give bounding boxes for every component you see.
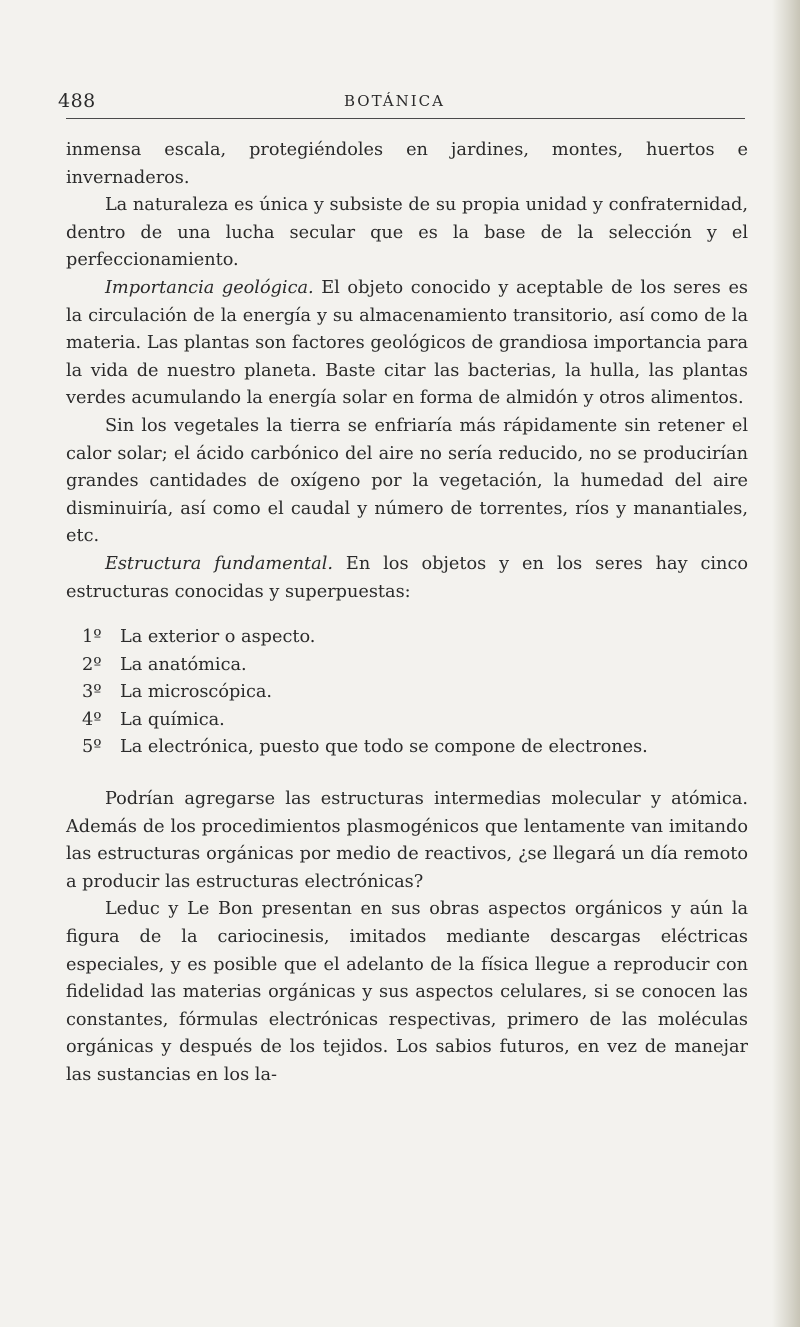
list-item-number: 1º bbox=[82, 627, 102, 648]
paragraph-3-text: El objeto conocido y aceptable de los seres es la circulación de la energía y su almacenamiento transitorio, así como de la materia. Las plantas son factores geológicos de grandiosa importancia para la vida de nuestro planeta. Baste citar las bacterias, la hulla, las plantas verdes acumulando la energía solar en forma de almidón y otros alimentos. bbox=[66, 277, 748, 409]
paragraph-6: Podrían agregarse las estructuras intermedias molecular y atómica. Además de los procedimientos plasmogénicos que lentamente van imitando las estructuras orgánicas por medio de reactivos, ¿se llegará un día remoto a producir las estructuras electrónicas? bbox=[66, 789, 748, 892]
paragraph-2: La naturaleza es única y subsiste de su propia unidad y confraternidad, dentro de una lucha secular que es la base de la selección y el perfeccionamiento. bbox=[66, 195, 748, 271]
paragraph-5 bbox=[66, 551, 748, 606]
list-item bbox=[82, 679, 748, 707]
paragraph-7: Leduc y Le Bon presentan en sus obras aspectos orgánicos y aún la figura de la cariocinesis, imitados mediante descargas eléctricas especiales, y es posible que el adelanto de la física llegue a reproducir con fidelidad las materias orgánicas y sus aspectos celulares, si se conocen las constantes, fórmulas electrónicas respectivas, primero de las moléculas orgánicas y después de los tejidos. Los sabios futuros, en vez de manejar las sustancias en los la- bbox=[66, 899, 748, 1085]
body-text bbox=[66, 137, 748, 1090]
list-item-text: La electrónica, puesto que todo se compone de electrones. bbox=[120, 737, 648, 758]
paragraph-5-heading: Estructura fundamental. bbox=[104, 553, 333, 574]
list-item-number: 2º bbox=[82, 654, 102, 675]
list-item bbox=[82, 652, 748, 680]
list-item-text: La microscópica. bbox=[120, 682, 273, 703]
paragraph-3-heading: Importancia geológica. bbox=[104, 277, 314, 298]
paragraph-1: inmensa escala, protegiéndoles en jardines, montes, huertos e invernaderos. bbox=[66, 140, 748, 188]
list-item-number: 4º bbox=[82, 709, 102, 730]
list-item-text: La exterior o aspecto. bbox=[120, 627, 316, 648]
list-item-text: La anatómica. bbox=[120, 654, 247, 675]
page-number: 488 bbox=[58, 90, 96, 112]
header-rule bbox=[66, 118, 745, 119]
list-item bbox=[82, 734, 748, 762]
book-page bbox=[58, 82, 748, 1085]
running-head: BOTÁNICA bbox=[344, 92, 445, 110]
list-item bbox=[82, 624, 748, 652]
paragraph-4: Sin los vegetales la tierra se enfriaría más rápidamente sin retener el calor solar; el ácido carbónico del aire no sería reducido, no se producirían grandes cantidades de oxígeno por la vegetación, la humedad del aire disminuiría, así como el caudal y número de torrentes, ríos y manantiales, etc. bbox=[66, 415, 748, 547]
paragraph-3 bbox=[66, 275, 748, 413]
list-item bbox=[82, 707, 748, 735]
list-item-number: 3º bbox=[82, 682, 102, 703]
paragraph-5-text: En los objetos y en los seres hay cinco estructuras conocidas y superpuestas: bbox=[66, 553, 748, 602]
page-edge-shadow bbox=[772, 0, 800, 1327]
structure-list bbox=[82, 624, 748, 762]
list-item-text: La química. bbox=[120, 709, 225, 730]
page-header bbox=[58, 82, 748, 112]
list-item-number: 5º bbox=[82, 737, 102, 758]
